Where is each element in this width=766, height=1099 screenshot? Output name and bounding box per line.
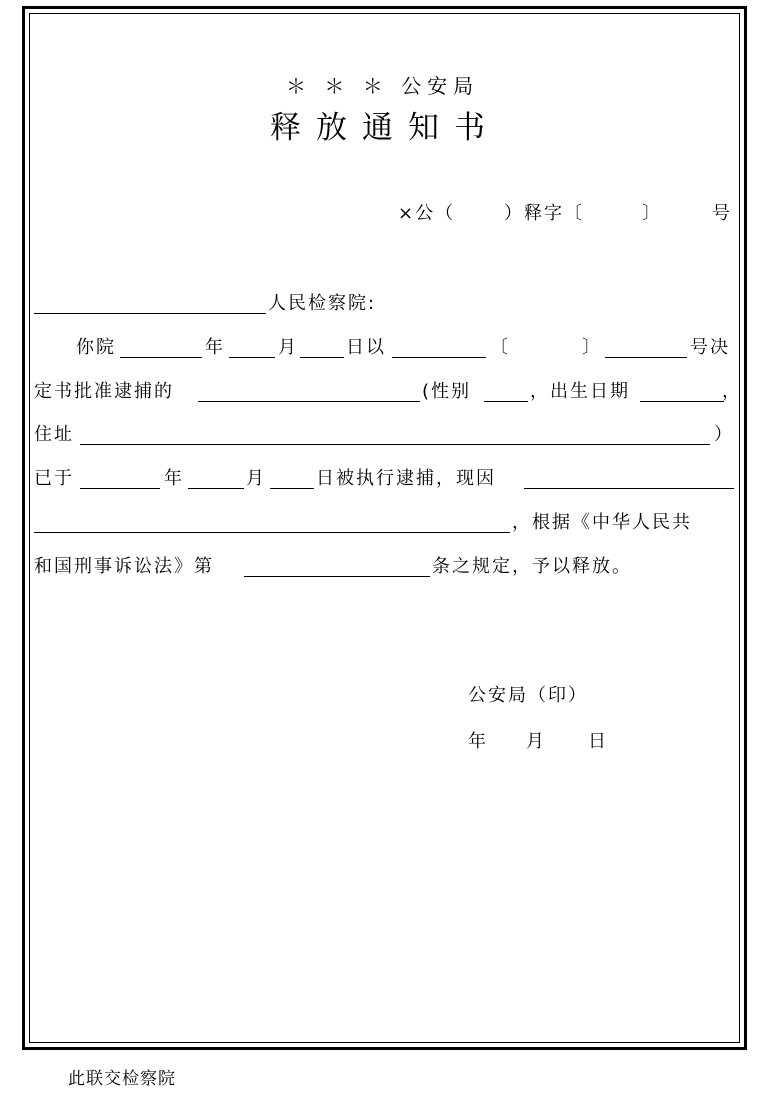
body-text: 定书批准逮捕的 bbox=[34, 381, 174, 402]
body-text: 〔 bbox=[490, 337, 510, 358]
reason-blank[interactable] bbox=[524, 488, 734, 489]
body-text: 月 bbox=[278, 337, 298, 358]
arrest-day-blank[interactable] bbox=[270, 488, 314, 489]
body-text: 年 bbox=[164, 468, 184, 489]
body-text: 条之规定，予以释放。 bbox=[432, 556, 632, 577]
doc-number-close: 〕 bbox=[642, 203, 662, 224]
birth-date-blank[interactable] bbox=[640, 401, 724, 402]
approval-day-blank[interactable] bbox=[300, 357, 344, 358]
body-text: 号决 bbox=[690, 337, 730, 358]
decision-number-blank[interactable] bbox=[605, 357, 687, 358]
approval-year-blank[interactable] bbox=[120, 357, 202, 358]
address-blank[interactable] bbox=[80, 444, 710, 445]
body-text: 你院 bbox=[76, 337, 116, 358]
procuratorate-name-blank[interactable] bbox=[34, 313, 266, 314]
decision-code-blank[interactable] bbox=[392, 357, 486, 358]
sign-month-label: 月 bbox=[526, 731, 546, 752]
body-text: ， bbox=[722, 381, 742, 402]
law-article-blank[interactable] bbox=[244, 576, 430, 577]
body-text: ，出生日期 bbox=[530, 381, 630, 402]
approval-month-blank[interactable] bbox=[229, 357, 275, 358]
addressee-suffix: 人民检察院: bbox=[268, 293, 377, 314]
body-text: 〕 bbox=[582, 337, 602, 358]
sign-day-label: 日 bbox=[588, 731, 608, 752]
body-text: 日被执行逮捕，现因 bbox=[316, 468, 496, 489]
bureau-seal-label: 公安局（印） bbox=[468, 685, 588, 706]
gender-blank[interactable] bbox=[484, 401, 528, 402]
copy-destination-note: 此联交检察院 bbox=[68, 1069, 176, 1089]
doc-number-middle: ）释字〔 bbox=[504, 203, 584, 224]
arrest-month-blank[interactable] bbox=[188, 488, 244, 489]
issuing-bureau: ＊ ＊ ＊ 公安局 bbox=[286, 74, 480, 98]
body-text: 和国刑事诉讼法》第 bbox=[34, 556, 214, 577]
sign-year-label: 年 bbox=[468, 731, 488, 752]
doc-number-suffix: 号 bbox=[712, 203, 732, 224]
body-text: 已于 bbox=[34, 468, 74, 489]
arrest-year-blank[interactable] bbox=[80, 488, 160, 489]
document-title: 释放通知书 bbox=[270, 110, 500, 146]
body-text: (性别 bbox=[422, 381, 472, 402]
body-text: 月 bbox=[246, 468, 266, 489]
body-text: ） bbox=[714, 424, 734, 445]
reason-continued-blank[interactable] bbox=[34, 532, 510, 533]
doc-number-prefix: ×公（ bbox=[398, 203, 456, 224]
body-text: ，根据《中华人民共 bbox=[512, 512, 692, 533]
body-text: 年 bbox=[205, 337, 225, 358]
arrestee-name-blank[interactable] bbox=[198, 401, 420, 402]
body-text: 住址 bbox=[34, 424, 74, 445]
body-text: 日以 bbox=[346, 337, 386, 358]
